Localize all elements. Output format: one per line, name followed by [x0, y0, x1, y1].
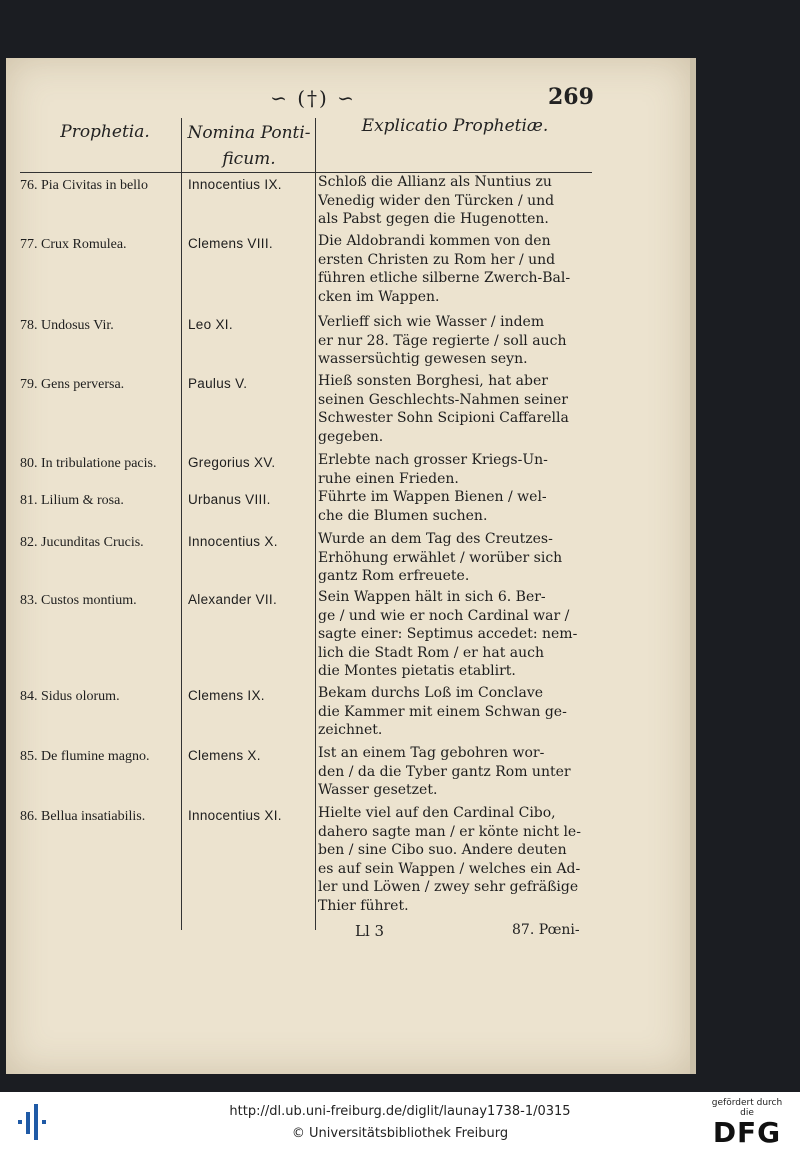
explanation-line: gantz Rom erfreuete. [318, 568, 470, 585]
explanation-line: die Montes pietatis etablirt. [318, 663, 516, 680]
prophecy-motto: 78. Undosus Vir. [20, 318, 114, 333]
prophecy-motto: 84. Sidus olorum. [20, 689, 120, 704]
viewer-footer [0, 1092, 800, 1149]
explanation-line: Schloß die Allianz als Nuntius zu [318, 174, 552, 190]
explanation-line: Schwester Sohn Scipioni Caffarella [318, 410, 569, 427]
prophecy-motto: 85. De flumine magno. [20, 749, 150, 764]
explanation-line: führen etliche silberne Zwerch-Bal- [318, 270, 571, 287]
explanation-text [318, 744, 590, 800]
explanation-line: ruhe einen Frieden. [318, 470, 459, 487]
explanation-line: Erhöhung erwählet / worüber sich [318, 549, 563, 566]
column-header-nomina: Nomina Ponti- ficum. [187, 123, 311, 169]
explanation-line: gegeben. [318, 428, 384, 445]
explanation-line: Verlieff sich wie Wasser / indem [318, 314, 545, 330]
explanation-text [318, 684, 590, 740]
explanation-line: Wasser gesetzet. [318, 782, 438, 799]
pope-name: Innocentius XI. [188, 808, 282, 823]
dfg-wordmark: DFG [712, 1116, 782, 1149]
explanation-line: cken im Wappen. [318, 288, 440, 305]
explanation-line: sagte einer: Septimus accedet: nem- [318, 626, 578, 643]
explanation-text [318, 530, 590, 586]
dfg-logo [704, 1098, 790, 1148]
explanation-text [318, 451, 590, 488]
explanation-line: den / da die Tyber gantz Rom unter [318, 763, 571, 780]
explanation-line: Hielte viel auf den Cardinal Cibo, [318, 805, 556, 821]
explanation-line: lich die Stadt Rom / er hat auch [318, 644, 544, 661]
explanation-line: zeichnet. [318, 722, 383, 739]
explanation-line: Führte im Wappen Bienen / wel- [318, 489, 547, 505]
signature-mark: Ll 3 [355, 922, 385, 940]
page-edge [690, 58, 696, 1074]
prophecy-motto: 77. Crux Romulea. [20, 237, 127, 252]
explanation-line: Erlebte nach grosser Kriegs-Un- [318, 452, 548, 468]
catchword: 87. Pœni- [512, 922, 580, 938]
explanation-line: Sein Wappen hält in sich 6. Ber- [318, 589, 546, 605]
pope-name: Alexander VII. [188, 592, 277, 607]
explanation-line: ler und Löwen / zwey sehr gefräßige [318, 879, 579, 896]
prophecy-motto: 81. Lilium & rosa. [20, 493, 124, 508]
explanation-line: wassersüchtig gewesen seyn. [318, 351, 528, 368]
explanation-line: er nur 28. Täge regierte / soll auch [318, 332, 567, 349]
pope-name: Clemens X. [188, 748, 261, 763]
prophecy-motto: 79. Gens perversa. [20, 377, 125, 392]
source-url-link[interactable]: http://dl.ub.uni-freiburg.de/diglit/launay1738-1/0315 [229, 1104, 571, 1119]
explanation-line: Wurde an dem Tag des Creutzes- [318, 531, 553, 547]
explanation-line: Hieß sonsten Borghesi, hat aber [318, 373, 548, 389]
prophecy-motto: 83. Custos montium. [20, 593, 137, 608]
copyright-notice: © Universitätsbibliothek Freiburg [291, 1126, 509, 1141]
explanation-text [318, 488, 590, 525]
explanation-line: dahero sagte man / er könte nicht le- [318, 823, 581, 840]
dfg-tagline: gefördert durch die [711, 1098, 783, 1118]
pope-name: Paulus V. [188, 376, 248, 391]
pope-name: Clemens IX. [188, 688, 265, 703]
pope-name: Gregorius XV. [188, 455, 276, 470]
explanation-line: ge / und wie er noch Cardinal war / [318, 607, 570, 624]
pope-name: Innocentius IX. [188, 177, 282, 192]
pope-name: Urbanus VIII. [188, 492, 271, 507]
page-number: 269 [548, 84, 594, 110]
explanation-text [318, 313, 590, 369]
explanation-line: ersten Christen zu Rom her / und [318, 251, 556, 268]
explanation-text [318, 232, 590, 306]
explanation-text [318, 804, 590, 916]
pope-name: Clemens VIII. [188, 236, 273, 251]
prophecy-motto: 80. In tribulatione pacis. [20, 456, 157, 471]
column-rule-right [315, 118, 316, 930]
explanation-line: ben / sine Cibo suo. Andere deuten [318, 842, 567, 859]
prophecy-motto: 76. Pia Civitas in bello [20, 178, 148, 193]
explanation-line: seinen Geschlechts-Nahmen seiner [318, 391, 568, 408]
prophecy-motto: 82. Jucunditas Crucis. [20, 535, 144, 550]
explanation-line: Ist an einem Tag gebohren wor- [318, 745, 545, 761]
explanation-line: Die Aldobrandi kommen von den [318, 233, 551, 249]
pope-name: Leo XI. [188, 317, 233, 332]
explanation-line: als Pabst gegen die Hugenotten. [318, 211, 549, 228]
column-header-explicatio: Explicatio Prophetiæ. [361, 116, 549, 136]
explanation-line: Venedig wider den Türcken / und [318, 192, 555, 209]
explanation-text [318, 372, 590, 446]
explanation-line: Thier führet. [318, 897, 409, 914]
prophecy-motto: 86. Bellua insatiabilis. [20, 809, 146, 824]
explanation-line: Bekam durchs Loß im Conclave [318, 685, 544, 701]
column-rule-left [181, 118, 182, 930]
column-header-prophetia: Prophetia. [60, 122, 150, 142]
explanation-text [318, 588, 590, 681]
explanation-line: che die Blumen suchen. [318, 507, 488, 524]
explanation-line: es auf sein Wappen / welches ein Ad- [318, 860, 581, 877]
header-ornament: ∽ (†) ∽ [270, 86, 356, 110]
pope-name: Innocentius X. [188, 534, 278, 549]
explanation-line: die Kammer mit einem Schwan ge- [318, 703, 567, 720]
explanation-text [318, 173, 590, 229]
